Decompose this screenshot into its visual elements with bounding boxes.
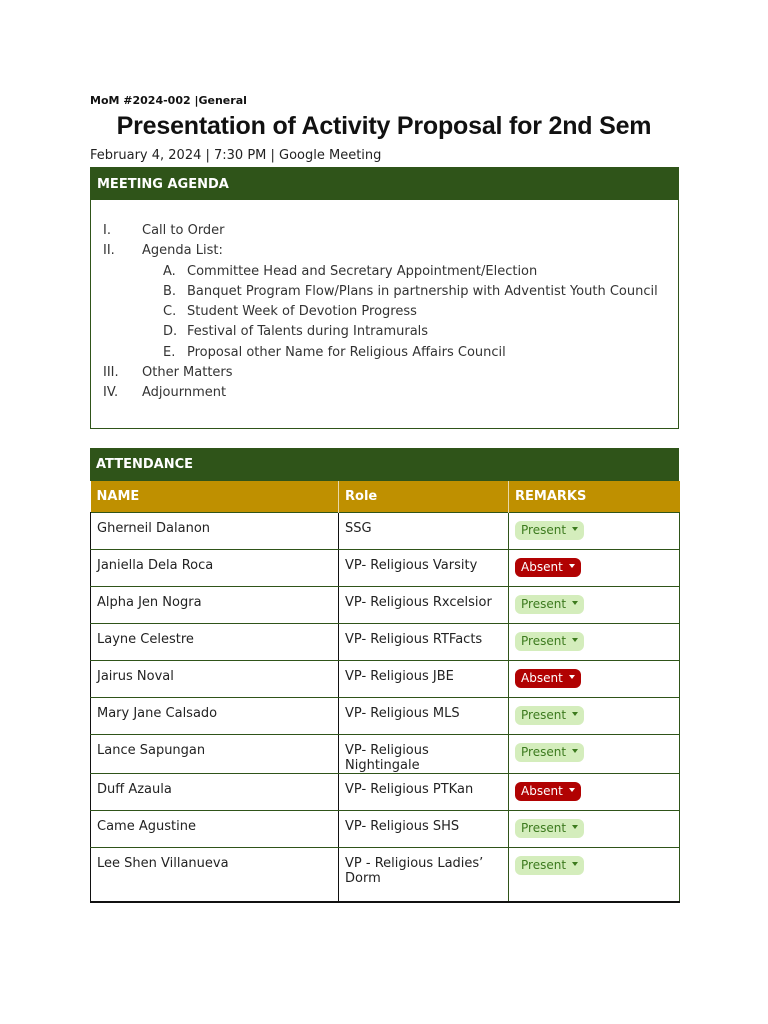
attendance-heading: ATTENDANCE: [90, 448, 679, 481]
attendee-role: VP- Religious Nightingale: [339, 734, 509, 773]
remarks-status-label: Absent: [521, 670, 563, 685]
agenda-subitem-letter: B.: [163, 283, 177, 299]
remarks-status-label: Present: [521, 744, 567, 759]
remarks-status-label: Present: [521, 707, 567, 722]
agenda-item-text: Call to Order: [142, 223, 225, 238]
attendee-name: Gherneil Dalanon: [91, 512, 339, 549]
attendee-role: SSG: [339, 512, 509, 549]
agenda-subitem: [91, 322, 678, 342]
attendance-row: [91, 586, 680, 623]
attendee-remarks-cell: [509, 549, 680, 586]
attendee-role: VP- Religious SHS: [339, 810, 509, 847]
attendee-name: Layne Celestre: [91, 623, 339, 660]
remarks-status-dropdown[interactable]: [515, 819, 584, 838]
meeting-agenda-box: [90, 167, 679, 429]
attendee-name: Mary Jane Calsado: [91, 697, 339, 734]
remarks-status-dropdown[interactable]: [515, 558, 581, 577]
attendee-role: VP- Religious Varsity: [339, 549, 509, 586]
attendee-role: VP- Religious Rxcelsior: [339, 586, 509, 623]
agenda-subitem: [91, 282, 678, 302]
remarks-status-label: Present: [521, 596, 567, 611]
agenda-item-text: Agenda List:: [142, 243, 223, 259]
minutes-reference: MoM #2024-002 |General: [90, 94, 247, 107]
attendee-remarks-cell: [509, 660, 680, 697]
attendance-row: [91, 697, 680, 734]
agenda-subitem: [91, 302, 678, 322]
remarks-status-dropdown[interactable]: [515, 595, 584, 614]
remarks-status-label: Present: [521, 820, 567, 835]
agenda-subitem-letter: E.: [163, 344, 176, 360]
remarks-status-label: Absent: [521, 559, 563, 574]
agenda-item-number: III.: [103, 365, 119, 381]
attendance-row: [91, 623, 680, 660]
attendee-name: Alpha Jen Nogra: [91, 586, 339, 623]
agenda-subitem-letter: A.: [163, 263, 176, 279]
remarks-status-dropdown[interactable]: [515, 856, 584, 875]
agenda-item-number: II.: [103, 243, 115, 259]
agenda-heading: MEETING AGENDA: [91, 168, 678, 200]
remarks-status-dropdown[interactable]: [515, 632, 584, 651]
attendee-remarks-cell: [509, 623, 680, 660]
attendance-table: [90, 481, 680, 903]
attendee-name: Lance Sapungan: [91, 734, 339, 773]
attendee-role: VP - Religious Ladies’ Dorm: [339, 847, 509, 902]
meeting-meta: February 4, 2024 | 7:30 PM | Google Meeting: [90, 148, 382, 163]
attendee-name: Duff Azaula: [91, 773, 339, 810]
attendance-row: [91, 549, 680, 586]
dropdown-caret-icon: [569, 564, 575, 568]
attendee-name: Janiella Dela Roca: [91, 549, 339, 586]
agenda-subitem-letter: C.: [163, 304, 177, 320]
remarks-status-label: Present: [521, 522, 567, 537]
attendance-row: [91, 810, 680, 847]
agenda-subitem-text: Committee Head and Secretary Appointment/Election: [187, 263, 538, 279]
agenda-subitem-text: Student Week of Devotion Progress: [187, 304, 417, 320]
dropdown-caret-icon: [572, 862, 578, 866]
attendee-role: VP- Religious JBE: [339, 660, 509, 697]
column-header-remarks: REMARKS: [509, 481, 680, 512]
remarks-status-dropdown[interactable]: [515, 706, 584, 725]
agenda-list: [91, 200, 678, 404]
attendance-row: [91, 734, 680, 773]
agenda-item: [91, 363, 678, 383]
remarks-status-dropdown[interactable]: [515, 743, 584, 762]
column-header-role: Role: [339, 481, 509, 512]
agenda-subitem-text: Proposal other Name for Religious Affairs Council: [187, 344, 506, 360]
attendee-role: VP- Religious MLS: [339, 697, 509, 734]
dropdown-caret-icon: [572, 601, 578, 605]
dropdown-caret-icon: [572, 749, 578, 753]
dropdown-caret-icon: [569, 675, 575, 679]
attendance-section: [90, 448, 679, 903]
agenda-subitem: [91, 262, 678, 282]
attendee-name: Lee Shen Villanueva: [91, 847, 339, 902]
dropdown-caret-icon: [572, 825, 578, 829]
attendee-remarks-cell: [509, 847, 680, 902]
attendance-row: [91, 773, 680, 810]
page-title: Presentation of Activity Proposal for 2nd Sem: [116, 112, 652, 140]
attendee-remarks-cell: [509, 810, 680, 847]
agenda-item: [91, 221, 678, 241]
dropdown-caret-icon: [572, 638, 578, 642]
remarks-status-dropdown[interactable]: [515, 782, 581, 801]
attendee-remarks-cell: [509, 512, 680, 549]
remarks-status-label: Present: [521, 633, 567, 648]
agenda-item-number: IV.: [103, 385, 119, 401]
attendee-role: VP- Religious RTFacts: [339, 623, 509, 660]
attendance-row: [91, 660, 680, 697]
attendee-remarks-cell: [509, 773, 680, 810]
agenda-item: [91, 383, 678, 403]
remarks-status-label: Absent: [521, 783, 563, 798]
attendee-name: Came Agustine: [91, 810, 339, 847]
agenda-item-text: Adjournment: [142, 385, 227, 401]
dropdown-caret-icon: [572, 712, 578, 716]
agenda-item: [91, 241, 678, 261]
attendee-remarks-cell: [509, 734, 680, 773]
agenda-subitem-letter: D.: [163, 324, 178, 340]
attendee-remarks-cell: [509, 586, 680, 623]
agenda-item-text: Other Matters: [142, 365, 233, 381]
dropdown-caret-icon: [572, 527, 578, 531]
column-header-name: NAME: [91, 481, 339, 512]
attendance-row: [91, 512, 680, 549]
attendee-remarks-cell: [509, 697, 680, 734]
agenda-subitem-text: Banquet Program Flow/Plans in partnership with Adventist Youth Council: [187, 283, 658, 299]
attendee-name: Jairus Noval: [91, 660, 339, 697]
agenda-subitem: [91, 343, 678, 363]
remarks-status-label: Present: [521, 857, 567, 872]
attendee-role: VP- Religious PTKan: [339, 773, 509, 810]
attendance-row: [91, 847, 680, 902]
attendance-header-row: [91, 481, 680, 512]
remarks-status-dropdown[interactable]: [515, 521, 584, 540]
remarks-status-dropdown[interactable]: [515, 669, 581, 688]
agenda-item-number: I.: [103, 223, 111, 238]
agenda-subitem-text: Festival of Talents during Intramurals: [187, 324, 429, 340]
dropdown-caret-icon: [569, 788, 575, 792]
